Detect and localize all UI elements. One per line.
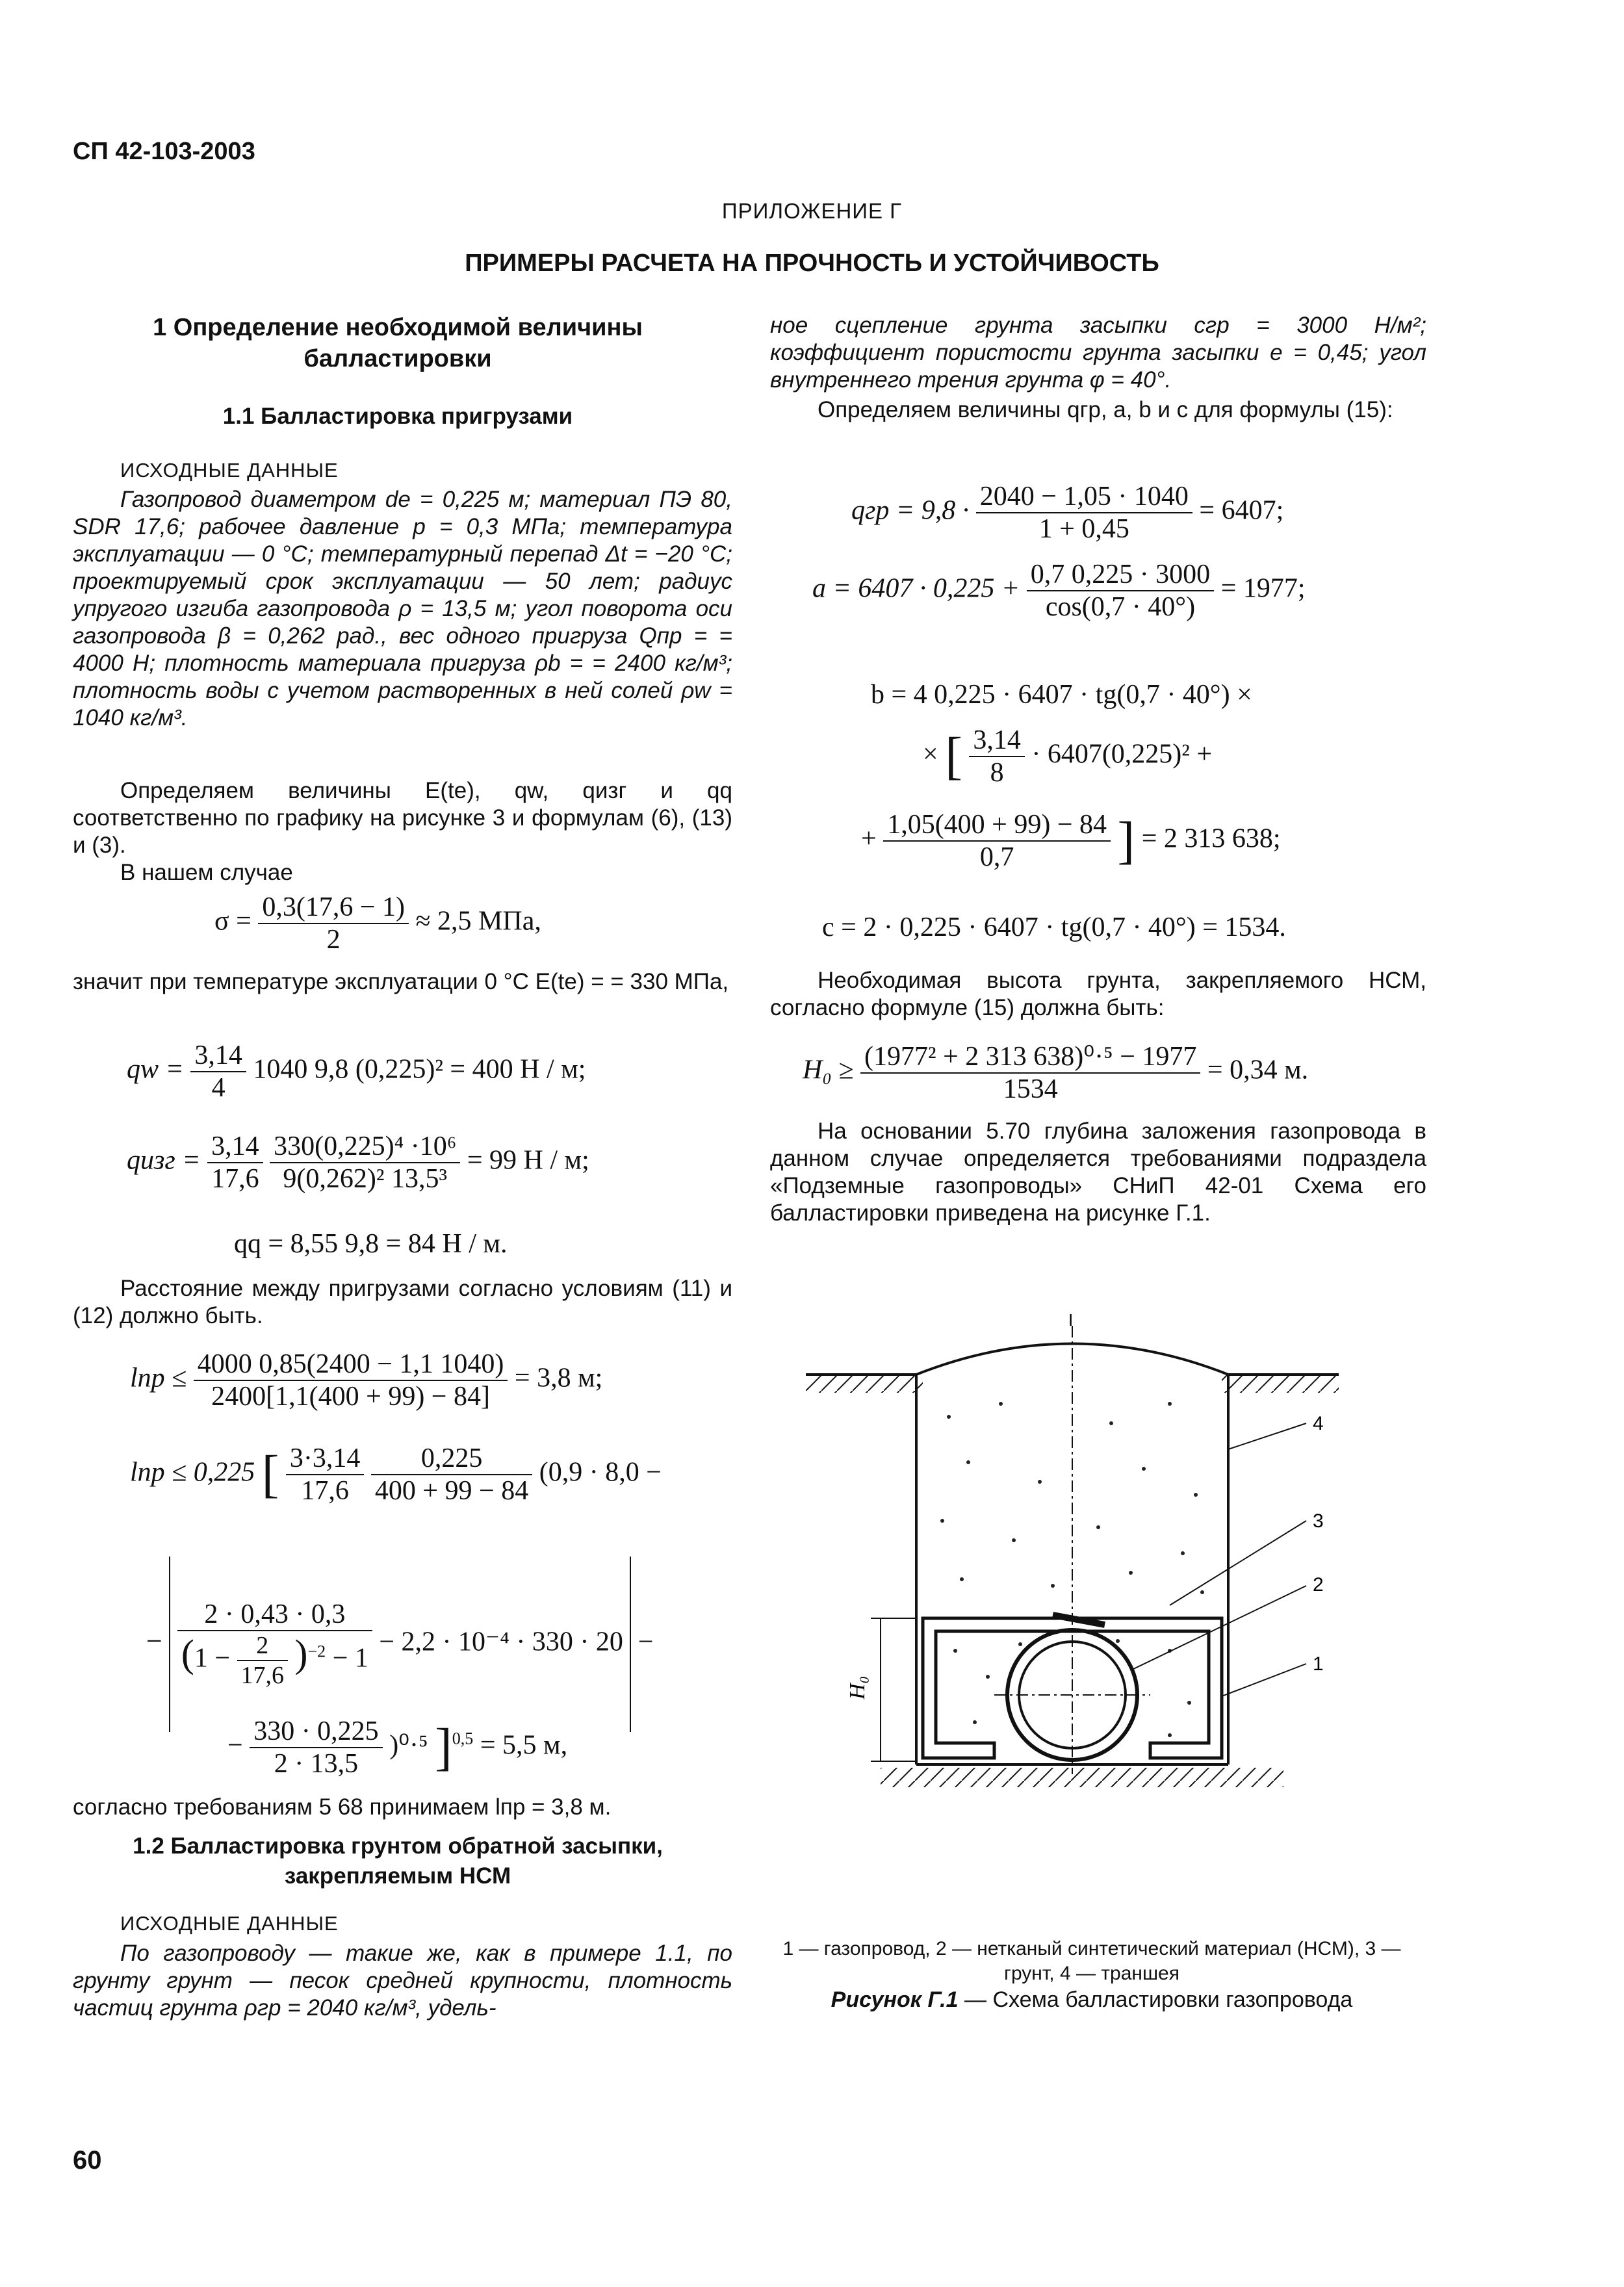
page-number: 60	[73, 2146, 102, 2175]
initial-data-label: ИСХОДНЫЕ ДАННЫЕ	[120, 459, 339, 482]
paragraph: Определяем величины E(te), qw, qизг и qq соответственно по графику на рисунке 3 и формулам (6), (13) и (3).	[73, 778, 732, 858]
paragraph: На основании 5.70 глубина заложения газопровода в данном случае определяется требованиями подраздела «Подземные газопроводы» СНиП 42-01 Схема его балластировки приведена на рисунке Г.1.	[770, 1118, 1426, 1226]
paragraph: значит при температуре эксплуатации 0 °С E(te) = = 330 МПа,	[73, 969, 729, 994]
formula-b: b = 4 0,225 · 6407 · tg(0,7 · 40°) ×	[871, 680, 1252, 710]
ground-hatch-left	[806, 1375, 923, 1393]
formula-l3: − 2 · 0,43 · 0,3 (1 − $\frac{2}{17,6}$ )$^{-2}$ − 1 − 2,2 · 10⁻⁴ · 330 · 20 −	[146, 1557, 654, 1732]
paragraph: Определяем величины qгр, a, b и c для формулы (15):	[818, 397, 1393, 422]
formula-sigma: σ = $\frac{0,3(17,6 - 1)}{2}$ ≈ 2,5 МПа,	[214, 892, 541, 955]
ground-hatch-right	[1222, 1375, 1339, 1393]
appendix-label: ПРИЛОЖЕНИЕ Г	[721, 199, 903, 223]
formula-b3: + $\frac{1,05(400 + 99) - 84}{0,7}$ ] = 2 313 638;	[861, 810, 1281, 872]
formula-c: c = 2 · 0,225 · 6407 · tg(0,7 · 40°) = 1534.	[822, 912, 1286, 942]
formula-qgr: qгр = 9,8 · $\frac{2040 - 1,05 \cdot 1040}{1 + 0,45}$ = 6407;	[851, 482, 1284, 544]
callout-3: 3	[1313, 1510, 1324, 1532]
formula-h0: H₀ ≥ $\frac{\text{(1977² + 2 313 638)⁰·⁵ − 1977}}{1534}$ = 0,34 м.	[803, 1040, 1308, 1105]
formula-qizg: qизг = $\frac{3,14}{17,6}$ $\frac{\text{330(0,225)⁴ ·10⁶}}{\text{9(0,262)² 13,5³}}$ = 99 Н / м;	[127, 1131, 589, 1194]
initial-data-label: ИСХОДНЫЕ ДАННЫЕ	[120, 1912, 339, 1935]
formula-b2: × [ $\frac{3,14}{8}$ · 6407(0,225)² +	[923, 725, 1213, 788]
callout-4: 4	[1313, 1413, 1324, 1434]
section-heading: 1 Определение необходимой величины балластировки	[153, 314, 643, 372]
paragraph: Необходимая высота грунта, закрепляемого НСМ, согласно формуле (15) должна быть:	[770, 968, 1426, 1020]
figure-caption: Рисунок Г.1 — Схема балластировки газопровода	[831, 1987, 1353, 2012]
ground-hatch-bottom	[881, 1768, 1283, 1787]
h0-label: H₀	[845, 1675, 870, 1699]
formula-l4: − $\frac{330 \cdot 0,225}{2 \cdot 13,5}$ )⁰·⁵ ]$^{0,5}$ = 5,5 м,	[227, 1716, 568, 1779]
page-title: ПРИМЕРЫ РАСЧЕТА НА ПРОЧНОСТЬ И УСТОЙЧИВОСТЬ	[465, 250, 1159, 277]
formula-a: a = 6407 · 0,225 + $\frac{0,7 0,225 \cdot 3000}{\cos(0,7 \cdot 40^\circ)}$ = 1977;	[812, 560, 1306, 622]
formula-qw: qw = $\frac{3,14}{4}$ 1040 9,8 (0,225)² = 400 Н / м;	[127, 1040, 586, 1103]
callout-2: 2	[1313, 1574, 1324, 1596]
paragraph: согласно требованиям 5 68 принимаем lпр = 3,8 м.	[73, 1794, 612, 1820]
subsection-heading: 1.1 Балластировка пригрузами	[222, 404, 573, 429]
figure-ballast-scheme	[806, 1313, 1378, 1885]
formula-l2: lпр ≤ 0,225 [ $\frac{3\cdot 3,14}{17,6}$ $\frac{0,225}{400 + 99 - 84}$ (0,9 · 8,0 −	[130, 1443, 662, 1506]
formula-qq: qq = 8,55 9,8 = 84 Н / м.	[234, 1229, 508, 1259]
subsection-heading: 1.2 Балластировка грунтом обратной засыпки, закрепляемым НСМ	[133, 1833, 663, 1889]
paragraph: В нашем случае	[120, 860, 293, 885]
axis-mark: I	[1068, 1313, 1074, 1330]
initial-data-text: По газопроводу — такие же, как в примере 1.1, по грунту грунт — песок средней крупности, плотность частиц грунта ρгр = 2040 кг/м³, удель-	[73, 1941, 732, 2021]
callout-1: 1	[1313, 1653, 1324, 1675]
document-code: СП 42-103-2003	[73, 138, 255, 165]
paragraph: ное сцепление грунта засыпки cгр = 3000 Н/м²; коэффициент пористости грунта засыпки e = 0,45; угол внутреннего трения грунта φ = 40°.	[770, 313, 1426, 393]
initial-data-text: Газопровод диаметром de = 0,225 м; материал ПЭ 80, SDR 17,6; рабочее давление p = 0,3 МПа; температура эксплуатации — 0 °С; температурный перепад Δt = −20 °С; проектируемый срок эксплуатации — 50 лет; радиус упругого изгиба газопровода ρ = 13,5 м; угол поворота оси газопровода β = 0,262 рад., вес одного пригруза Qпр = = 4000 Н; плотность материала пригруза ρb = = 2400 кг/м³; плотность воды с учетом растворенных в ней солей ρw = 1040 кг/м³.	[73, 487, 732, 730]
formula-l1: lпр ≤ $\frac{4000 0,85(2400 - 1,1 1040)}{2400[1,1(400 + 99) - 84]}$ = 3,8 м;	[130, 1349, 603, 1412]
paragraph: Расстояние между пригрузами согласно условиям (11) и (12) должно быть.	[73, 1276, 732, 1328]
figure-legend: 1 — газопровод, 2 — нетканый синтетический материал (НСМ), 3 — грунт, 4 — траншея	[782, 1938, 1401, 1984]
